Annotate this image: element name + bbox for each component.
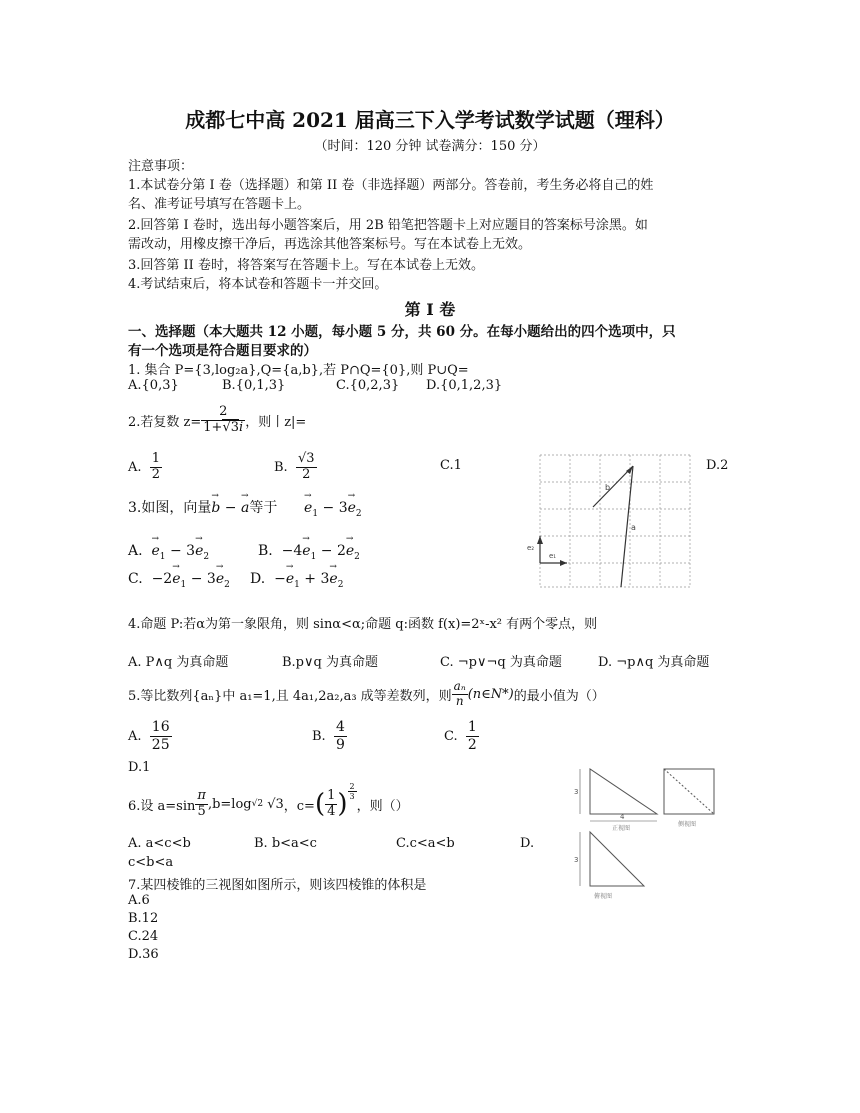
q7-option-a: A.6 — [128, 893, 150, 908]
notice-line-2b: 需改动，用橡皮擦干净后，再选涂其他答案标号。写在本试卷上无效。 — [128, 237, 532, 252]
notice-line-1b: 名、准考证号填写在答题卡上。 — [128, 197, 311, 212]
section-intro-b: 有一个选项是符合题目要求的） — [128, 343, 317, 359]
q1-option-b: B.{0,1,3} — [222, 378, 286, 393]
svg-text:正视图: 正视图 — [612, 825, 631, 832]
q2-option-a: A. $\frac{1}{2}$ — [128, 450, 161, 482]
q5-option-a: A. $\frac{16}{25}$ — [128, 719, 170, 753]
q2-option-b: B. $\frac{√3}{2}$ — [274, 450, 315, 482]
q7-stem: 7.某四棱锥的三视图如图所示，则该四棱锥的体积是 — [128, 878, 427, 893]
svg-text:3: 3 — [574, 856, 579, 864]
q4-option-a: A. P∧q 为真命题 — [128, 655, 229, 670]
exam-subtitle: （时间：120 分钟 试卷满分：150 分） — [314, 139, 546, 154]
q1-stem: 1. 集合 P={3,log₂a},Q={a,b},若 P∩Q={0},则 P∪Q= — [128, 363, 469, 378]
q5-option-c: C. $\frac{1}{2}$ — [444, 719, 477, 753]
svg-text:a: a — [631, 523, 636, 532]
q4-option-b: B.p∨q 为真命题 — [282, 655, 378, 670]
q1-option-a: A.{0,3} — [128, 378, 179, 393]
q4-option-c: C. ¬p∨¬q 为真命题 — [440, 655, 562, 670]
section-intro-a: 一、选择题（本大题共 12 小题，每小题 5 分，共 60 分。在每小题给出的四个选项中，只 — [128, 324, 676, 340]
q7-option-b: B.12 — [128, 911, 159, 926]
q1-option-c: C.{0,2,3} — [336, 378, 400, 393]
q2-stem: 2.若复数 z= $\frac{2}{1+√3i}$ ，则丨z|= — [128, 403, 307, 435]
q7-option-d: D.36 — [128, 947, 159, 962]
q5-stem: 5.等比数列{aₙ}中 a₁=1,且 4a₁,2a₂,a₃ 成等差数列，则 $\frac{\text{aₙ}}{n}$ (n∈N*) 的最小值为（） — [128, 678, 605, 708]
q3-vector-figure — [525, 452, 705, 590]
svg-text:e₂: e₂ — [527, 544, 535, 552]
q4-stem: 4.命题 P:若α为第一象限角，则 sinα<α;命题 q:函数 f(x)=2ˣ-x² 有两个零点，则 — [128, 617, 598, 632]
notice-line-4: 4.考试结束后，将本试卷和答题卡一并交回。 — [128, 277, 388, 292]
notice-line-3: 3.回答第 II 卷时，将答案写在答题卡上。写在本试卷上无效。 — [128, 258, 484, 273]
q3-option-c: C. $-2\to e_1 - 3\to e_2$ — [128, 571, 230, 590]
q3-stem: 3.如图，向量→ b − → a等于 → $e_1 - 3\to e_2$ — [128, 497, 362, 519]
vector-b-line — [593, 466, 633, 507]
q3-option-d: D. −→ $e_1 + 3\to e_2$ — [250, 571, 343, 590]
q6-stem: 6.设 a=sin $\frac{\pi}{5}$ ,b=log √2 √3 ，c= ( $\frac{1}{4}$ ) $\frac{2}{3}$ ，则（） — [128, 782, 409, 819]
svg-text:3: 3 — [574, 788, 579, 796]
q6-option-d-value: c<b<a — [128, 855, 174, 870]
q6-option-b: B. b<a<c — [254, 836, 317, 851]
q6-option-c: C.c<a<b — [396, 836, 455, 851]
q4-option-d: D. ¬p∧q 为真命题 — [598, 655, 710, 670]
q3-option-a: A. → $e_1 - 3\to e_2$ — [128, 543, 209, 562]
q2-option-d: D.2 — [706, 458, 729, 473]
svg-text:侧视图: 侧视图 — [678, 821, 697, 828]
q7-three-view-figure — [572, 764, 722, 904]
svg-text:俯视图: 俯视图 — [594, 893, 613, 900]
notice-heading: 注意事项： — [128, 159, 194, 174]
svg-text:b: b — [605, 483, 611, 492]
notice-line-1a: 1.本试卷分第 I 卷（选择题）和第 II 卷（非选择题）两部分。答卷前，考生务必将自己的姓 — [128, 178, 654, 193]
exam-title: 成都七中高 2021 届高三下入学考试数学试题（理科） — [185, 108, 675, 132]
q2-option-c: C.1 — [440, 458, 462, 473]
q3-option-b: B. $-4\to e_1 - 2\to e_2$ — [258, 543, 360, 562]
q7-option-c: C.24 — [128, 929, 159, 944]
front-view-triangle — [590, 769, 657, 814]
svg-text:e₁: e₁ — [549, 552, 557, 560]
q5-option-d: D.1 — [128, 760, 151, 775]
svg-text:4: 4 — [620, 813, 625, 821]
section-title: 第 I 卷 — [404, 300, 456, 319]
notice-line-2a: 2.回答第 I 卷时，选出每小题答案后，用 2B 铅笔把答题卡上对应题目的答案标号涂黑。如 — [128, 218, 648, 233]
q2-fraction: $\frac{2}{1+√3i}$ — [203, 403, 244, 435]
q1-option-d: D.{0,1,2,3} — [426, 378, 503, 393]
top-view-triangle — [590, 832, 644, 886]
q6-option-a: A. a<c<b — [128, 836, 191, 851]
q6-option-d-label: D. — [520, 836, 535, 851]
q5-option-b: B. $\frac{4}{9}$ — [312, 719, 345, 753]
